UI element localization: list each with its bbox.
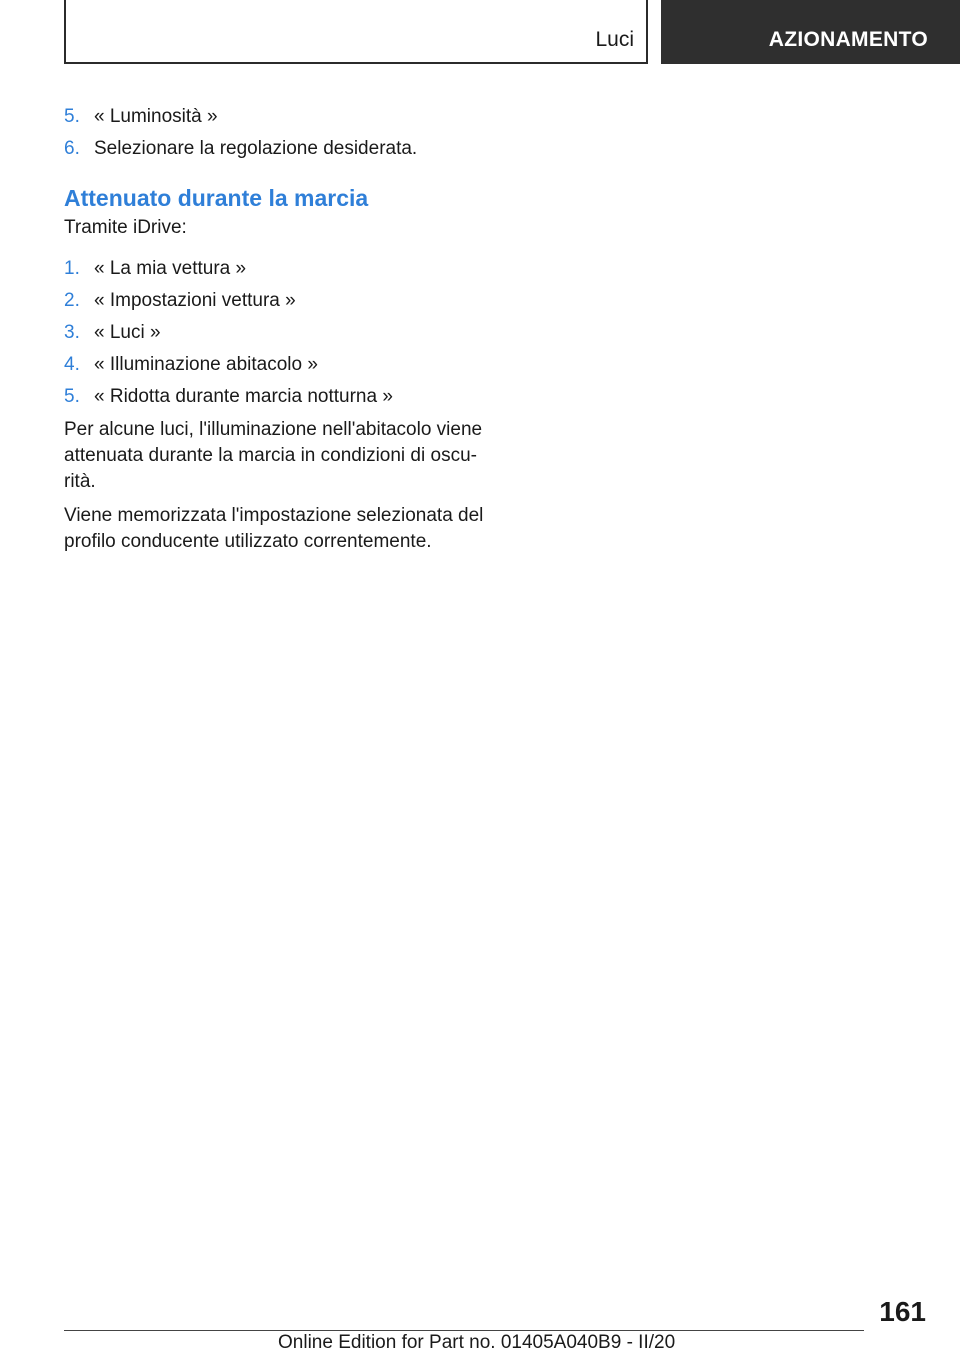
step-text: Selezionare la regolazione desiderata. xyxy=(94,138,418,159)
step-number: 5. xyxy=(64,386,80,407)
step-text: « La mia vettura » xyxy=(94,258,247,279)
step-number: 4. xyxy=(64,354,80,375)
footer-edition-text: Online Edition for Part no. 01405A040B9 - II/20 xyxy=(278,1332,676,1353)
step-number: 3. xyxy=(64,322,80,343)
page-content xyxy=(64,101,484,563)
list-item xyxy=(64,253,484,285)
footer-divider xyxy=(64,1330,864,1331)
list-item xyxy=(64,133,484,165)
section-heading: Attenuato durante la marcia xyxy=(64,185,369,211)
list-item xyxy=(64,381,484,413)
steps-list xyxy=(64,253,484,413)
step-text: « Luminosità » xyxy=(94,106,218,127)
page-number: 161 xyxy=(879,1296,926,1327)
body-paragraph: Per alcune luci, l'illuminazione nell'abitacolo viene attenuata durante la marcia in condizioni di oscu‐ rità. xyxy=(64,419,483,492)
body-paragraph: Viene memorizzata l'impostazione selezionata del profilo conducente utilizzato correntemente. xyxy=(64,505,484,552)
list-item xyxy=(64,349,484,381)
step-number: 6. xyxy=(64,138,80,159)
step-number: 2. xyxy=(64,290,80,311)
step-text: « Ridotta durante marcia notturna » xyxy=(94,386,393,407)
section-title: Luci xyxy=(595,28,634,51)
step-number: 1. xyxy=(64,258,80,279)
step-text: « Impostazioni vettura » xyxy=(94,290,296,311)
list-item xyxy=(64,317,484,349)
intro-text: Tramite iDrive: xyxy=(64,217,187,238)
chapter-tab-label: AZIONAMENTO xyxy=(768,28,928,51)
header-section-box xyxy=(64,0,648,64)
chapter-tab xyxy=(661,0,960,64)
list-item xyxy=(64,101,484,133)
step-text: « Illuminazione abitacolo » xyxy=(94,354,318,375)
step-number: 5. xyxy=(64,106,80,127)
step-text: « Luci » xyxy=(94,322,161,343)
list-item xyxy=(64,285,484,317)
